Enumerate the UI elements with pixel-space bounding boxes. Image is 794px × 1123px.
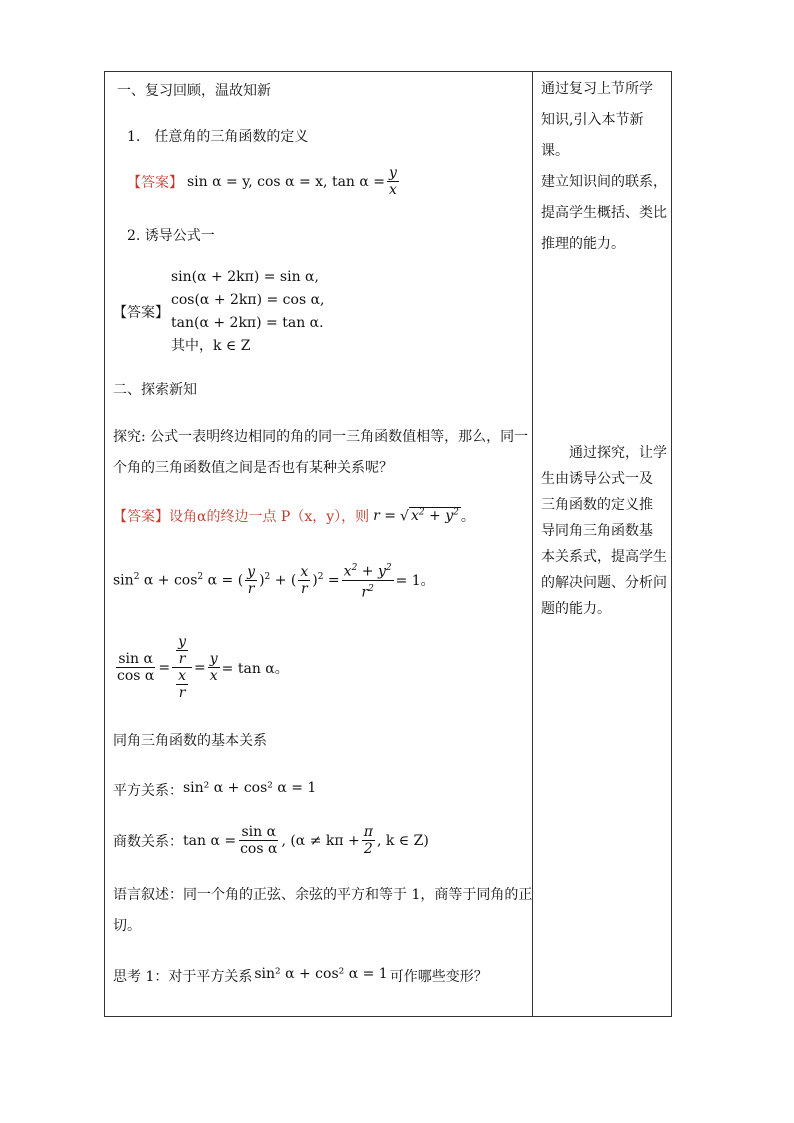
answer3-end: 。 [460, 509, 475, 525]
answer1-tag: 【答案】 [127, 174, 183, 191]
think1-prefix: 思考 1：对于平方关系 [113, 969, 253, 985]
language-line1: 语言叙述：同一个角的正弦、余弦的平方和等于 1，商等于同角的正 [113, 887, 533, 903]
formula2-line: sin(α + 2kπ) = sin α, [171, 269, 319, 285]
note-line: 通过探究，让学 [541, 445, 667, 461]
note-line: 提高学生概括、类比 [541, 205, 667, 221]
square-relation-formula: sin² α + cos² α = 1 [183, 780, 317, 796]
note-line: 题的能力。 [541, 601, 611, 617]
formula2-line: 其中，k ∈ Z [171, 338, 251, 354]
column-divider [532, 72, 533, 1016]
note-line: 的解决问题、分析问 [541, 575, 667, 591]
note-line: 通过复习上节所学 [541, 81, 653, 97]
think1-row [113, 966, 488, 986]
quotient-relation-row: 商数关系： tan α = $\frac{\text{sin α}}{\text{cos α}}$ , (α ≠ kπ + $\frac{\pi}{2}$ , k ∈ Z) [113, 824, 429, 857]
quotient-relation-label: 商数关系： [113, 833, 183, 850]
formula2-block [171, 266, 325, 358]
answer1-fraction: $\frac{y}{x}$ [389, 165, 397, 198]
item1-title: 1. 任意角的三角函数的定义 [127, 129, 309, 145]
item2-title: 2. 诱导公式一 [127, 228, 215, 244]
note-line: 建立知识间的联系， [541, 174, 667, 190]
note-line: 推理的能力。 [541, 236, 625, 252]
answer1-formula: sin α = y, cos α = x, tan α = [187, 173, 386, 190]
language-line2: 切。 [113, 918, 141, 934]
derivation-quotient: $\frac{\text{sin α}}{\text{cos α}}$ = $\frac{\frac{y}{r}}{\frac{x}{r}}$ = $\frac{y}{x}$ = tan α。 [117, 634, 289, 701]
section2-title: 二、探索新知 [113, 382, 197, 398]
note-line: 生由诱导公式一及 [541, 471, 653, 487]
note-block-2 [541, 440, 669, 622]
formula2-line: cos(α + 2kπ) = cos α, [171, 292, 325, 308]
answer1-row [127, 165, 401, 198]
note-block-1 [541, 74, 669, 260]
note-line: 本关系式，提高学生 [541, 549, 667, 565]
explore-line2: 个角的三角函数值之间是否也有某种关系呢？ [113, 460, 393, 476]
basic-relation-title: 同角三角函数的基本关系 [113, 733, 267, 749]
explore-line1: 探究: 公式一表明终边相同的角的同一三角函数值相等，那么，同一 [113, 429, 529, 445]
answer3-row [113, 506, 475, 526]
think1-suffix: 可作哪些变形？ [389, 969, 488, 985]
square-relation-row [113, 780, 316, 800]
section1-title: 一、复习回顾，温故知新 [117, 83, 271, 99]
answer3-r: r = [373, 508, 397, 524]
note-line: 导同角三角函数基 [541, 523, 653, 539]
think1-formula: sin² α + cos² α = 1 [254, 966, 388, 982]
formula2-line: tan(α + 2kπ) = tan α. [171, 315, 324, 331]
lesson-table [104, 71, 672, 1017]
answer3-text: 设角α的终边一点 P（x，y），则 [169, 509, 370, 525]
answer2-tag: 【答案】 [113, 305, 169, 321]
derivation-square: $\sin^2 \alpha + \cos^2 \alpha$ = ( $\frac{y}{r}$ )$^2$ + ( $\frac{x}{r}$ )$^2$ = $\frac{x^2 + y^2}{r^2}$ = 1。 [113, 560, 435, 600]
answer3-tag: 【答案】 [113, 509, 169, 525]
sqrt-expression: √ $x^2 + y^2$ [400, 507, 459, 525]
square-relation-label: 平方关系： [113, 783, 183, 799]
note-line: 三角函数的定义推 [541, 497, 653, 513]
note-line: 知识,引入本节新课。 [541, 112, 644, 159]
